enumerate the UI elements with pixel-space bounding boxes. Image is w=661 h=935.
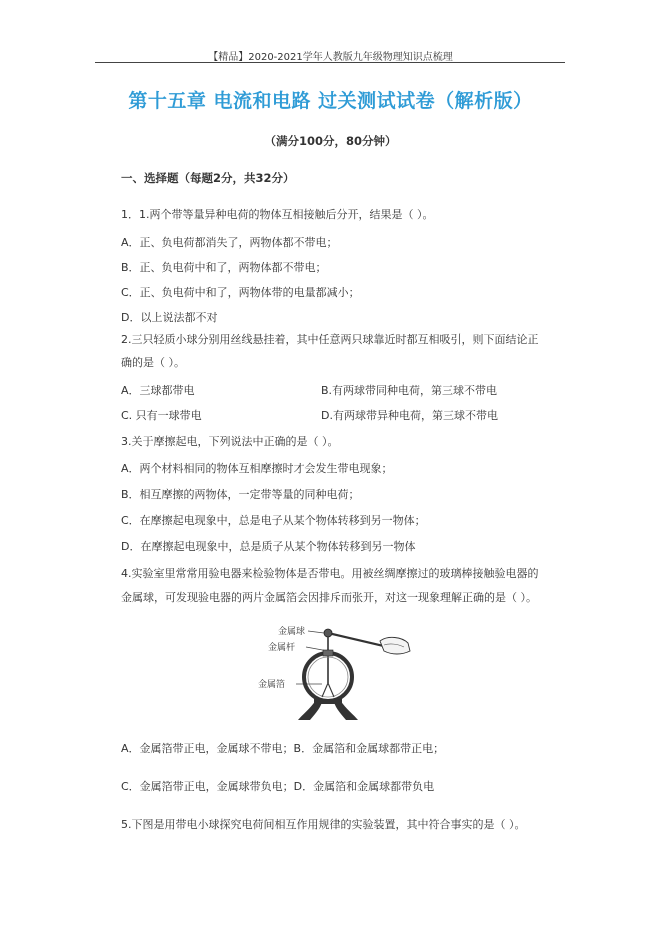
q3-stem: 3.关于摩擦起电，下列说法中正确的是（ ）。 <box>121 435 339 448</box>
q1-option-d: D．以上说法都不对 <box>121 311 218 324</box>
q3-option-a: A．两个材料相同的物体互相摩擦时才会发生带电现象； <box>121 462 393 475</box>
q2-option-c: C. 只有一球带电 <box>121 409 202 422</box>
q2-option-a: A．三球都带电 <box>121 384 195 397</box>
header-divider <box>95 62 565 63</box>
hand-icon <box>380 637 410 654</box>
electroscope-figure <box>252 617 412 722</box>
q2-option-d: D.有两球带异种电荷，第三球不带电 <box>321 409 498 422</box>
metal-foil-left <box>322 683 328 697</box>
q1-option-a: A．正、负电荷都消失了，两物体都不带电； <box>121 236 338 249</box>
q1-stem: 1．1.两个带等量异种电荷的物体互相接触后分开，结果是（ ）。 <box>121 208 434 221</box>
fig-leader-ball <box>308 631 324 633</box>
glass-rod <box>328 633 388 647</box>
metal-foil-right <box>328 683 334 697</box>
page-subtitle: （满分100分，80分钟） <box>264 134 397 148</box>
fig-label-ball: 金属球 <box>278 627 306 637</box>
q2-option-b: B.有两球带同种电荷，第三球不带电 <box>321 384 498 397</box>
q3-option-d: D．在摩擦起电现象中，总是质子从某个物体转移到另一物体 <box>121 540 416 553</box>
q4-options-cd: C．金属箔带正电，金属球带负电；D．金属箔和金属球都带负电 <box>121 780 435 793</box>
section-heading: 一、选择题（每题2分，共32分） <box>121 171 295 185</box>
q3-option-b: B．相互摩擦的两物体，一定带等量的同种电荷； <box>121 488 360 501</box>
q4-stem-line2: 金属球，可发现验电器的两片金属箔会因排斥而张开，对这一现象理解正确的是（ ）。 <box>121 591 537 604</box>
q2-stem-line2: 确的是（ ）。 <box>121 356 185 369</box>
q2-stem-line1: 2.三只轻质小球分别用丝线悬挂着，其中任意两只球靠近时都互相吸引，则下面结论正 <box>121 333 539 346</box>
q3-option-c: C．在摩擦起电现象中，总是电子从某个物体转移到另一物体； <box>121 514 426 527</box>
q4-stem-line1: 4.实验室里常常用验电器来检验物体是否带电。用被丝绸摩擦过的玻璃棒接触验电器的 <box>121 567 539 580</box>
stand-base <box>314 699 342 704</box>
page-title: 第十五章 电流和电路 过关测试试卷（解析版） <box>128 90 533 112</box>
q4-options-ab: A．金属箔带正电，金属球不带电；B．金属箔和金属球都带正电； <box>121 742 445 755</box>
q1-option-c: C．正、负电荷中和了，两物体带的电量都减小； <box>121 286 360 299</box>
metal-ball <box>324 629 332 637</box>
q1-option-b: B．正、负电荷中和了，两物体都不带电； <box>121 261 327 274</box>
page-header: 【精品】2020-2021学年人教版九年级物理知识点梳理 <box>208 52 453 63</box>
fig-label-foil: 金属箔 <box>258 680 286 690</box>
q5-stem: 5.下图是用带电小球探究电荷间相互作用规律的实验装置，其中符合事实的是（ ）。 <box>121 818 526 831</box>
fig-label-rod: 金属杆 <box>268 643 296 653</box>
